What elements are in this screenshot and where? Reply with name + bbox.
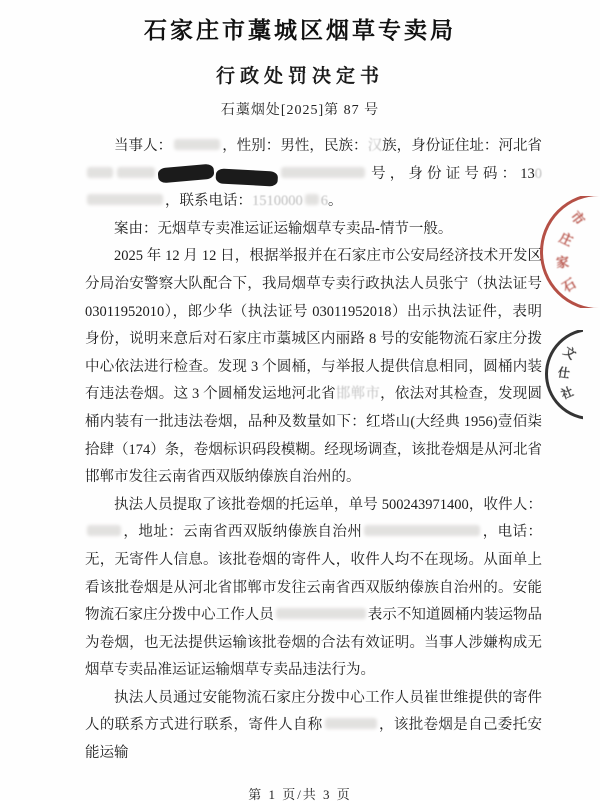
document-body <box>85 133 542 768</box>
document-type-title: 行政处罚决定书 <box>215 66 384 87</box>
text-segment: 。 <box>328 193 343 210</box>
text-segment: ，地址：云南省西双版纳傣族自治州 <box>123 524 363 541</box>
redaction-scribble <box>157 163 214 183</box>
agency-title: 石家庄市藁城区烟草专卖局 <box>144 18 456 43</box>
faded-text-smudge <box>325 718 377 729</box>
text-segment: ，联系电话： <box>165 193 252 210</box>
seal-character: 庄 <box>556 229 576 249</box>
text-segment: ，电话：无，无寄件人信息。该批卷烟的寄件人，收件人均不在现场。从面单上看该批卷烟是从河北省邯郸市发往云南省西双版纳傣族自治州的。安能物流石家庄分拨中心工作人员 <box>85 524 543 624</box>
text-segment: ，该批卷烟是自己委托安能运输 <box>85 717 543 762</box>
seal-character: 社 <box>559 384 576 402</box>
paragraph-party-info <box>85 133 542 216</box>
faded-text-smudge <box>87 194 163 205</box>
black-official-seal <box>537 330 583 420</box>
paragraph-inspection-findings <box>85 243 542 491</box>
paragraph-case-cause <box>85 216 542 244</box>
red-seal-ring <box>540 196 600 308</box>
text-segment: 族，身份证住址：河北省 <box>382 138 543 154</box>
text-segment: 2025 年 12 月 12 日，根据举报并在石家庄市公安局经济技术开发区分局治安警察大队配合下，我局烟草专卖行政执法人员张宁（执法证号 03011952010），郎少华（执法证号 03011952018）出示执法证件，表明身份，说明来意后对石家庄市藁城区内丽路 8 号的安能物流石家庄分拨中心依法进行检查。发现 3 个圆桶，与举报人提供信息相同，圆桶内装有违法卷烟。这 3 个圆桶发运地河北省 <box>85 248 542 403</box>
seal-character: 仕 <box>557 365 571 381</box>
page-footer: 第 1 页/共 3 页 <box>248 786 352 802</box>
text-segment: 案由：无烟草专卖准运证运输烟草专卖品-情节一般。 <box>114 220 453 237</box>
redaction-scribble <box>215 168 278 186</box>
paragraph-waybill-details <box>85 492 542 685</box>
seal-character: 家 <box>555 254 570 271</box>
seal-character: 市 <box>567 208 588 228</box>
faded-text-smudge <box>117 167 155 178</box>
text-segment: 号，身份证号码：13 <box>367 165 535 182</box>
text-segment: 执法人员提取了该批卷烟的托运单，单号 500243971400，收件人： <box>114 496 542 513</box>
faded-text-smudge <box>364 525 480 536</box>
document-header <box>0 0 600 119</box>
faded-text: 0 <box>534 165 542 182</box>
faded-text: 1510000 <box>252 193 303 210</box>
text-segment: ，性别：男性，民族： <box>222 138 368 154</box>
faded-text-smudge <box>276 608 366 619</box>
text-segment: 表示不知道圆桶内装运物品为卷烟，也无法提供运输该批卷烟的合法有效证明。当事人涉嫌构成无烟草专卖品准运证运输烟草专卖品违法行为。 <box>85 607 543 679</box>
faded-text: 汉 <box>367 138 383 154</box>
text-segment: 当事人： <box>114 138 173 154</box>
text-segment: ，依法对其检查，发现圆桶内装有一批违法卷烟，品种及数量如下：红塔山(大经典 1956)壹佰柒拾肆（174）条，卷烟标识码段模糊。经现场调查，该批卷烟是从河北省邯郸市发往云南省西双版纳傣族自治州的。 <box>85 386 543 486</box>
seal-character: 石 <box>559 275 579 296</box>
faded-text-smudge <box>87 525 121 536</box>
faded-text-smudge <box>174 139 220 150</box>
text-segment: 执法人员通过安能物流石家庄分拨中心工作人员崔世维提供的寄件人的联系方式进行联系，寄件人自称 <box>85 689 542 734</box>
document-number: 石藁烟处[2025]第 87 号 <box>220 103 380 118</box>
faded-text: 6 <box>320 193 328 210</box>
seal-character: 文 <box>560 343 579 363</box>
faded-text: 邯郸市 <box>335 386 381 403</box>
black-seal-ring <box>545 330 583 420</box>
faded-text-smudge <box>281 167 365 178</box>
paragraph-sender-contact <box>85 685 542 768</box>
faded-text-smudge <box>87 167 113 178</box>
faded-text-smudge <box>305 194 319 205</box>
